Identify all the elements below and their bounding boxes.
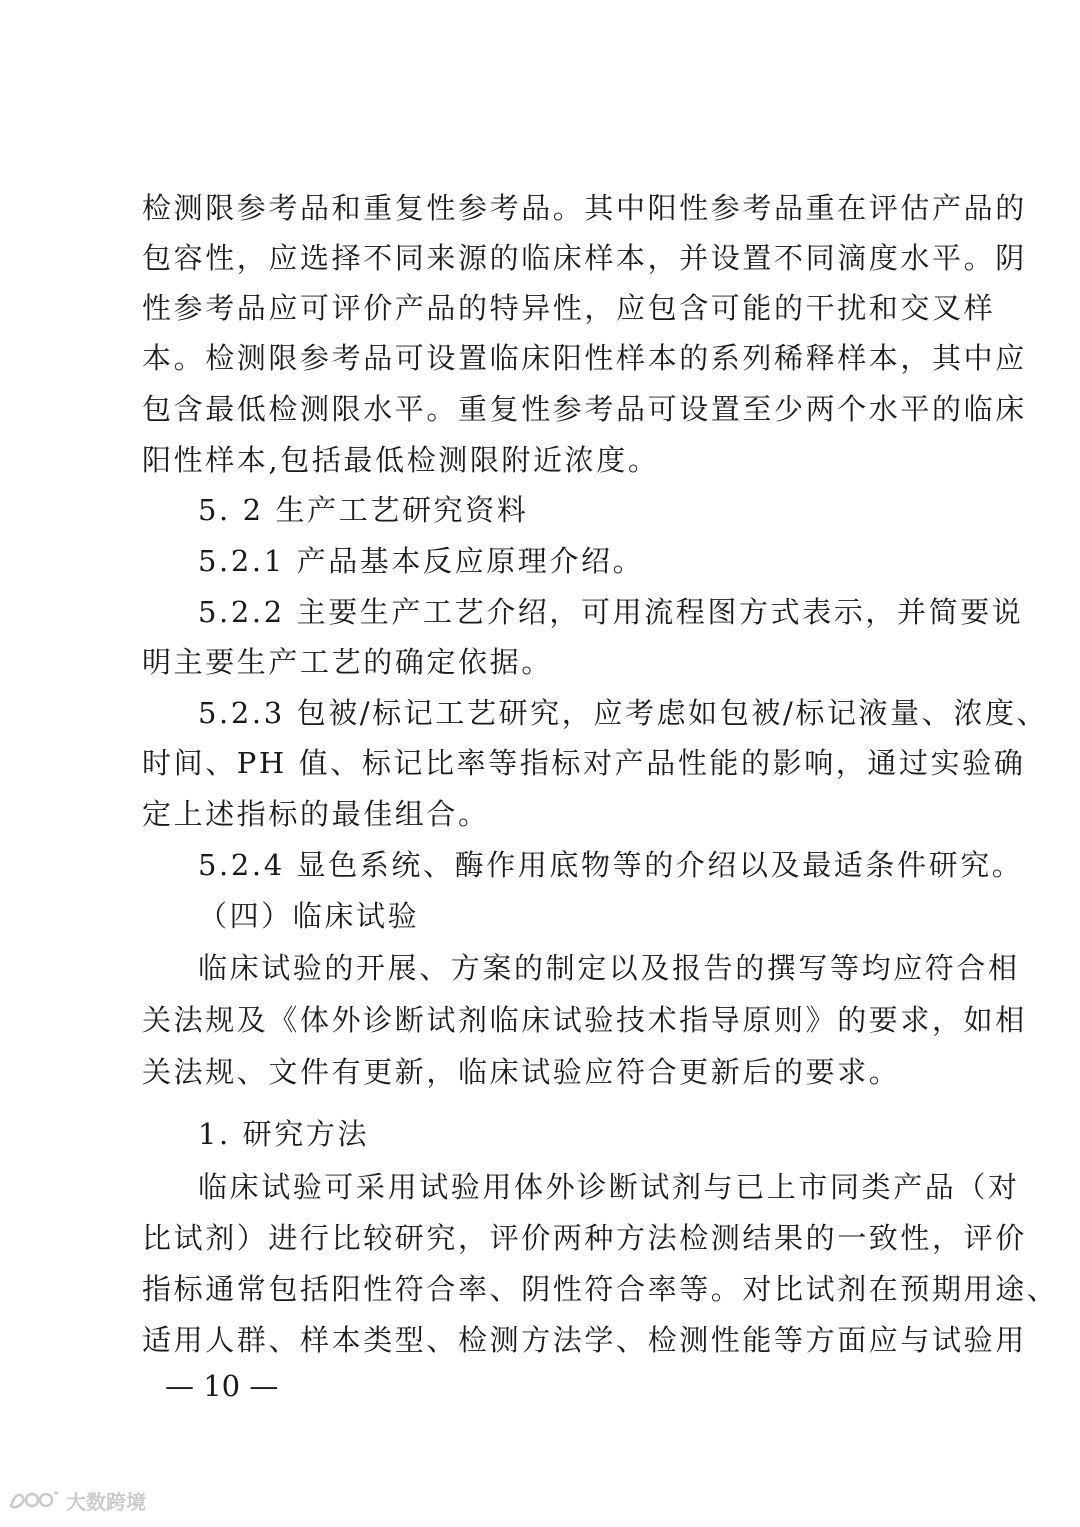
page-number: — 10 —	[165, 1369, 279, 1403]
body-text-line: 时间、PH 值、标记比率等指标对产品性能的影响，通过实验确	[142, 746, 1026, 780]
body-text-line: 阳性样本,包括最低检测限附近浓度。	[142, 443, 660, 477]
body-text-line: 指标通常包括阳性符合率、阴性符合率等。对比试剂在预期用途、	[142, 1272, 1059, 1306]
watermark	[8, 1486, 146, 1514]
body-text-line: 包容性，应选择不同来源的临床样本，并设置不同滴度水平。阴	[142, 241, 1027, 275]
body-text-line: 性参考品应可评价产品的特异性，应包含可能的干扰和交叉样	[142, 291, 996, 325]
subsection-5-2-4: 5.2.4 显色系统、酶作用底物等的介绍以及最适条件研究。	[198, 848, 1024, 882]
body-text-line: 包含最低检测限水平。重复性参考品可设置至少两个水平的临床	[142, 392, 1027, 426]
body-text-line: 关法规、文件有更新，临床试验应符合更新后的要求。	[142, 1055, 901, 1089]
section-heading-5-2: 5. 2 生产工艺研究资料	[198, 493, 529, 527]
section-heading-clinical-trial: （四）临床试验	[198, 899, 420, 933]
subsection-5-2-3: 5.2.3 包被/标记工艺研究，应考虑如包被/标记液量、浓度、	[198, 696, 1049, 730]
body-text-line: 定上述指标的最佳组合。	[142, 797, 490, 831]
body-text-line: 比试剂）进行比较研究，评价两种方法检测结果的一致性，评价	[142, 1221, 1027, 1255]
body-text-line: 适用人群、样本类型、检测方法学、检测性能等方面应与试验用	[142, 1323, 1027, 1357]
body-text-line: 检测限参考品和重复性参考品。其中阳性参考品重在评估产品的	[142, 191, 1027, 225]
body-text-line: 本。检测限参考品可设置临床阳性样本的系列稀释样本，其中应	[142, 341, 1027, 375]
body-text-line: 明主要生产工艺的确定依据。	[142, 645, 553, 679]
body-text-line: 临床试验的开展、方案的制定以及报告的撰写等均应符合相	[198, 951, 1020, 985]
body-text-line: 临床试验可采用试验用体外诊断试剂与已上市同类产品（对	[198, 1170, 1020, 1204]
section-heading-research-method: 1. 研究方法	[198, 1117, 370, 1151]
subsection-5-2-1: 5.2.1 产品基本反应原理介绍。	[198, 544, 645, 578]
subsection-5-2-2: 5.2.2 主要生产工艺介绍，可用流程图方式表示，并简要说	[198, 595, 1024, 629]
watermark-text: 大数跨境	[66, 1489, 146, 1514]
brand-logo-icon	[8, 1487, 60, 1513]
body-text-line: 关法规及《体外诊断试剂临床试验技术指导原则》的要求，如相	[142, 1003, 1027, 1037]
